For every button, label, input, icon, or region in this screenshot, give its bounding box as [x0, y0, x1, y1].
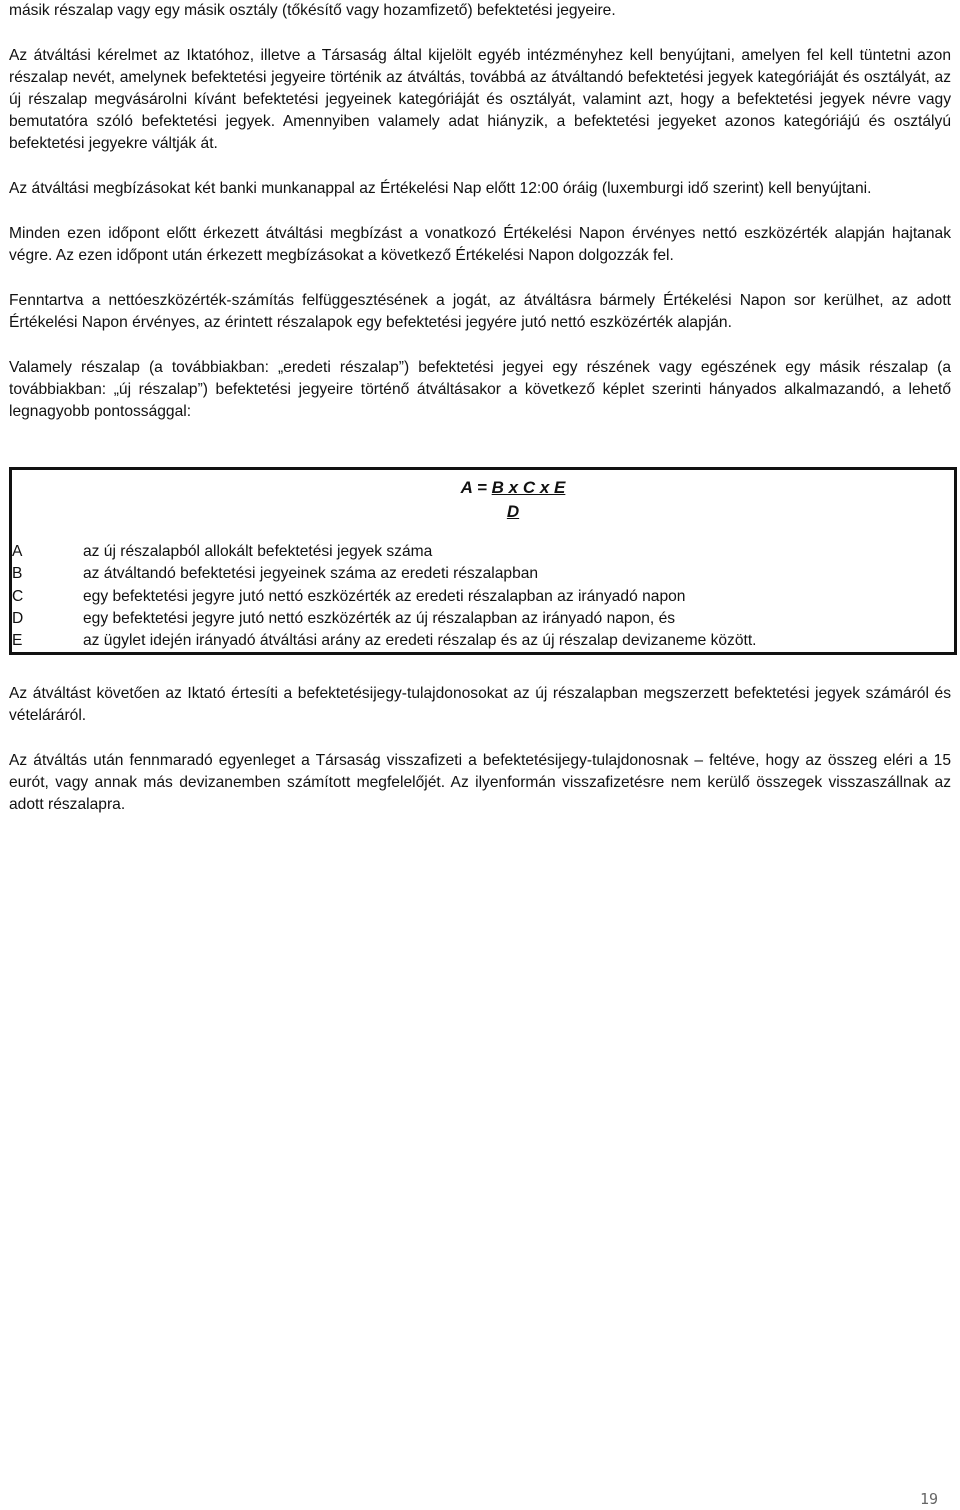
formula-denominator: D — [506, 502, 520, 521]
formula-numerator: B x C x E — [491, 478, 566, 497]
page-number: 19 — [920, 1490, 939, 1508]
formula — [12, 476, 954, 524]
formula-box — [9, 467, 957, 655]
paragraph-notification: Az átváltást követően az Iktató értesíti a befektetésijegy-tulajdonosokat az új részalapban megszerzett befektetési jegyek számáról és vételáráról. — [9, 685, 951, 724]
legend-row — [12, 630, 954, 652]
formula-lhs: A = — [460, 478, 492, 497]
formula-numerator-line — [401, 476, 566, 500]
paragraph-continuation: másik részalap vagy egy másik osztály (tőkésítő vagy hozamfizető) befektetési jegyeire. — [9, 2, 616, 19]
legend-row — [12, 541, 954, 563]
legend-text: az átváltandó befektetési jegyeinek száma az eredeti részalapban — [83, 565, 539, 583]
legend-key: A — [12, 543, 23, 560]
legend-text: az ügylet idején irányadó átváltási arány az eredeti részalap és az új részalap devizaneme között. — [83, 632, 757, 650]
legend-key: D — [12, 609, 24, 627]
paragraph-suspension: Fenntartva a nettóeszközérték-számítás felfüggesztésének a jogát, az átváltásra bármely Értékelési Napon sor kerülhet, az adott Értékelési Napon érvényes, az érintett részalapok egy befektetési jegyére jutó nettó eszközérték alapján. — [9, 292, 951, 331]
legend-row — [12, 608, 954, 630]
formula-legend — [12, 541, 954, 652]
paragraph-remaining-balance: Az átváltás után fennmaradó egyenleget a Társaság visszafizeti a befektetésijegy-tulajdonosnak – feltéve, hogy az összeg eléri a 15 eurót, vagy annak más devizanemben számított megfelelőjét. Az ilyenformán visszafizetésre nem kerülő összegek visszaszállnak az adott részalapra. — [9, 752, 951, 813]
legend-text: az új részalapból allokált befektetési jegyek száma — [83, 543, 433, 560]
legend-text: egy befektetési jegyre jutó nettó eszközérték az új részalapban az irányadó napon, és — [83, 609, 676, 627]
bottom-text — [9, 683, 951, 816]
legend-text: egy befektetési jegyre jutó nettó eszközérték az eredeti részalapban az irányadó napon — [83, 587, 686, 605]
legend-key: E — [12, 632, 23, 650]
paragraph-request: Az átváltási kérelmet az Iktatóhoz, illetve a Társaság által kijelölt egyéb intézményhez kell benyújtani, amelyen fel kell tüntetni azon részalap nevét, amelynek befektetési jegyeire történik az átváltás, továbbá az átváltandó befektetési jegyek kategóriáját és osztályát, az új részalap megvásárolni kívánt befektetési jegyeinek kategóriáját és osztályát, valamint azt, hogy a befektetési jegyek névre vagy bemutatóra szóló befektetési jegyek. Amennyiben valamely adat hiányzik, a befektetési jegyeket azonos kategóriájú és osztályú befektetési jegyekre váltják át. — [9, 47, 951, 152]
legend-key: C — [12, 587, 24, 605]
paragraph-execution: Minden ezen időpont előtt érkezett átváltási megbízást a vonatkozó Értékelési Napon érvényes nettó eszközérték alapján hajtanak végre. Az ezen időpont után érkezett megbízásokat a következő Értékelési Napon dolgozzák fel. — [9, 225, 951, 264]
paragraph-deadline: Az átváltási megbízásokat két banki munkanappal az Értékelési Nap előtt 12:00 óráig (luxemburgi idő szerint) kell benyújtani. — [9, 180, 872, 197]
legend-row — [12, 563, 954, 585]
document-page — [9, 0, 951, 813]
legend-row — [12, 586, 954, 608]
paragraph-formula-intro: Valamely részalap (a továbbiakban: „eredeti részalap”) befektetési jegyei egy részének vagy egészének egy másik részalap (a továbbiakban: „új részalap”) befektetési jegyeire történő átváltásakor a következő képlet szerinti hányados alkalmazandó, a lehető legnagyobb pontossággal: — [9, 359, 951, 420]
legend-key: B — [12, 565, 23, 583]
top-text — [9, 0, 951, 423]
